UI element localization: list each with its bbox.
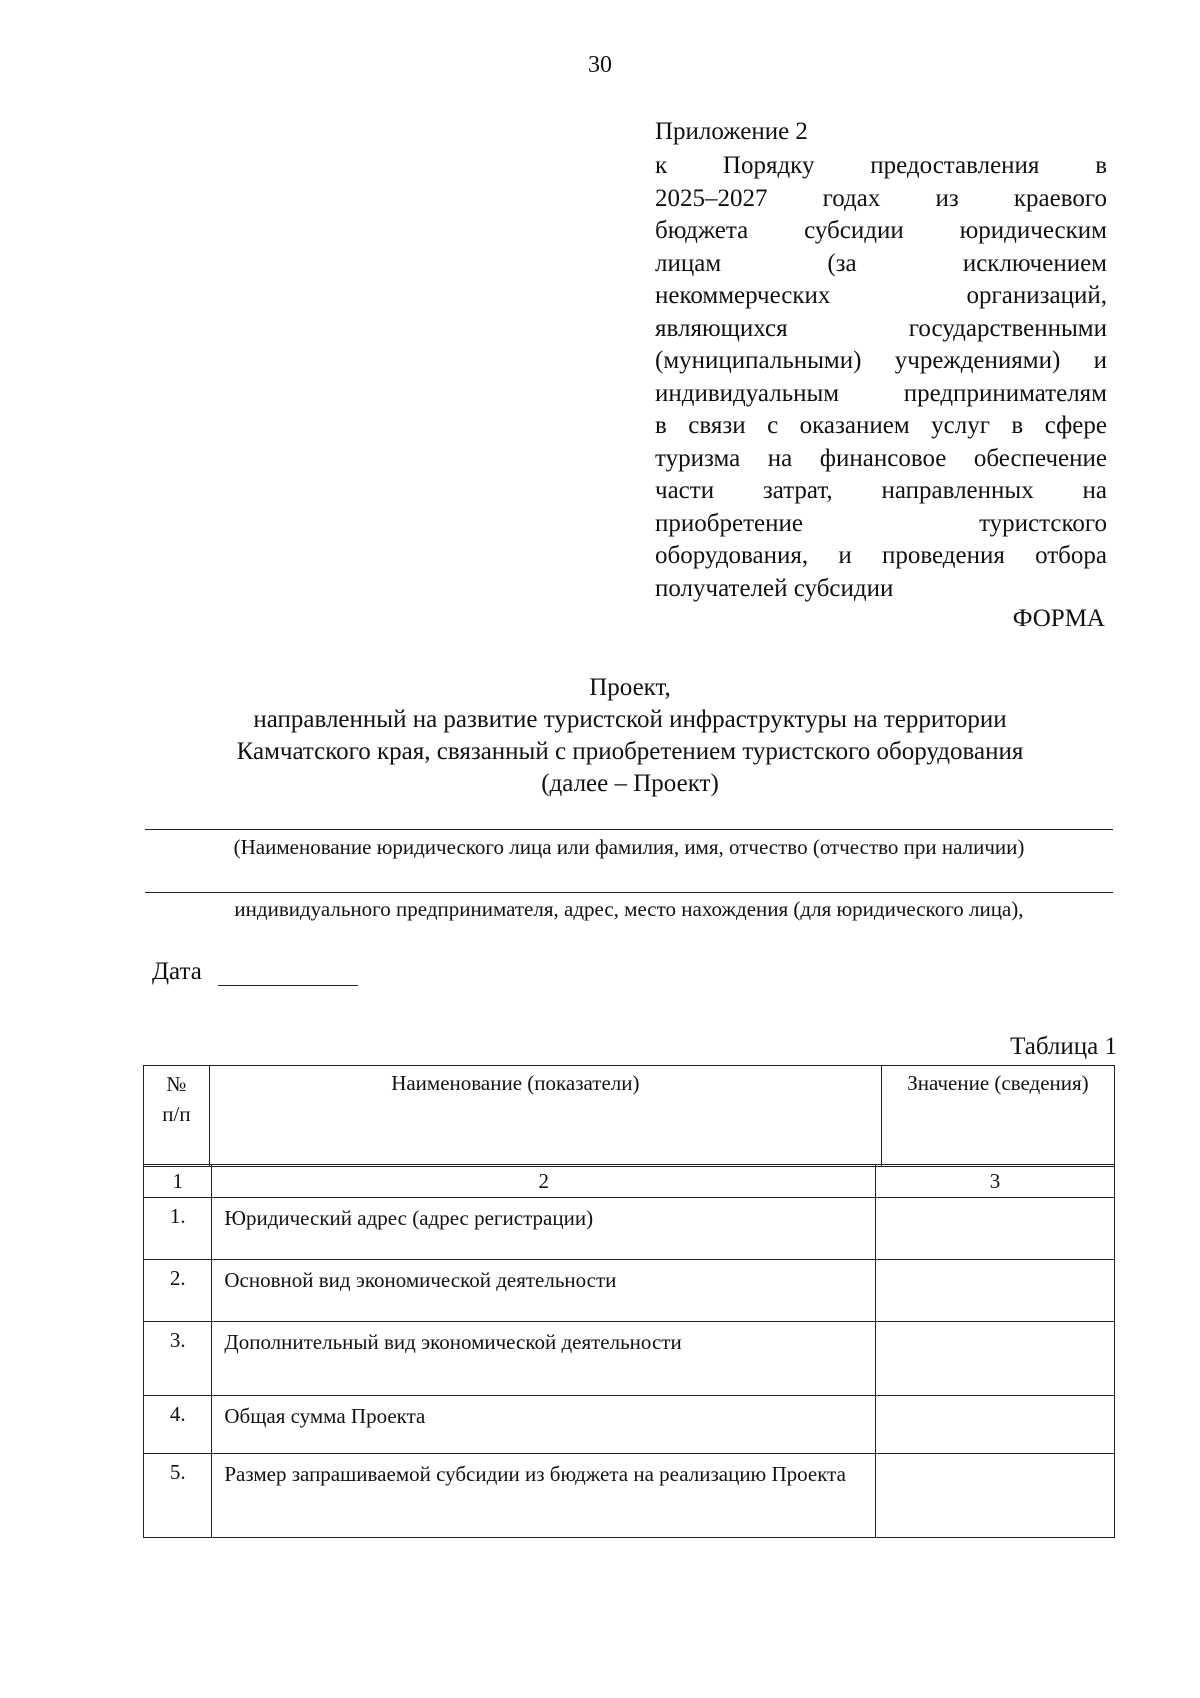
name-caption-2: индивидуального предпринимателя, адрес, место нахождения (для юридического лица),	[234, 897, 1024, 921]
table-row	[144, 1396, 1115, 1454]
doc-title-line-2: направленный на развитие туристской инфраструктуры на территории	[253, 706, 1007, 733]
appendix-line: части затрат, направленных на	[655, 477, 1107, 504]
header-row	[144, 1066, 1115, 1167]
appendix-line: (муниципальными) учреждениями) и	[655, 347, 1107, 374]
row-value-input[interactable]	[876, 1322, 1115, 1396]
appendix-title: Приложение 2	[655, 118, 808, 145]
row-value-input[interactable]	[876, 1260, 1115, 1322]
appendix-line: бюджета субсидии юридическим	[655, 217, 1107, 244]
appendix-line: туризма на финансовое обеспечение	[655, 444, 1107, 472]
appendix-line: приобретение туристского	[655, 509, 1107, 537]
column-number: 1	[144, 1165, 212, 1198]
appendix-line: некоммерческих организаций,	[655, 282, 1107, 309]
header-number-symbol: №	[166, 1072, 187, 1096]
table-row	[144, 1260, 1115, 1322]
header-cell-number	[144, 1066, 210, 1167]
doc-title-line-4: (далее – Проект)	[541, 770, 719, 797]
row-name: Дополнительный вид экономической деятельности	[212, 1322, 876, 1396]
address-blank-line	[145, 892, 1113, 893]
row-name: Общая сумма Проекта	[212, 1396, 876, 1454]
date-blank-line	[218, 985, 358, 986]
header-number-abbrev: п/п	[162, 1102, 191, 1126]
row-name: Юридический адрес (адрес регистрации)	[212, 1198, 876, 1260]
row-number: 5.	[144, 1454, 212, 1538]
appendix-body	[655, 150, 1107, 605]
name-caption-1: (Наименование юридического лица или фамилия, имя, отчество (отчество при наличии)	[233, 835, 1025, 859]
table-row	[144, 1198, 1115, 1260]
doc-title-line-3: Камчатского края, связанный с приобретением туристского оборудования	[236, 738, 1024, 765]
name-blank-line	[145, 829, 1113, 830]
row-number: 4.	[144, 1396, 212, 1454]
row-number: 2.	[144, 1260, 212, 1322]
table-caption: Таблица 1	[1010, 1033, 1117, 1060]
row-number: 1.	[144, 1198, 212, 1260]
row-name: Размер запрашиваемой субсидии из бюджета на реализацию Проекта	[212, 1454, 876, 1538]
data-table	[143, 1164, 1115, 1538]
column-number: 2	[212, 1165, 876, 1198]
appendix-line: получателей субсидии	[655, 574, 894, 602]
page-number: 30	[588, 52, 612, 78]
row-value-input[interactable]	[876, 1198, 1115, 1260]
appendix-line: являющихся государственными	[655, 314, 1107, 342]
row-value-input[interactable]	[876, 1454, 1115, 1538]
date-label: Дата	[152, 958, 202, 985]
doc-title-line-1: Проект,	[589, 674, 671, 701]
appendix-line: в связи с оказанием услуг в сфере	[655, 412, 1107, 439]
header-cell-value: Значение (сведения)	[881, 1066, 1114, 1167]
appendix-line: индивидуальным предпринимателям	[655, 379, 1107, 407]
column-number-row	[144, 1165, 1115, 1198]
appendix-line: к Порядку предоставления в	[655, 152, 1107, 179]
form-label: ФОРМА	[1012, 605, 1105, 632]
table-row	[144, 1322, 1115, 1396]
table-header	[143, 1065, 1115, 1167]
appendix-line: лицам (за исключением	[655, 249, 1107, 277]
header-cell-name: Наименование (показатели)	[209, 1066, 881, 1167]
row-number: 3.	[144, 1322, 212, 1396]
table-row	[144, 1454, 1115, 1538]
column-number: 3	[876, 1165, 1115, 1198]
row-name: Основной вид экономической деятельности	[212, 1260, 876, 1322]
row-value-input[interactable]	[876, 1396, 1115, 1454]
appendix-line: оборудования, и проведения отбора	[655, 542, 1107, 569]
appendix-line: 2025–2027 годах из краевого	[655, 184, 1107, 212]
